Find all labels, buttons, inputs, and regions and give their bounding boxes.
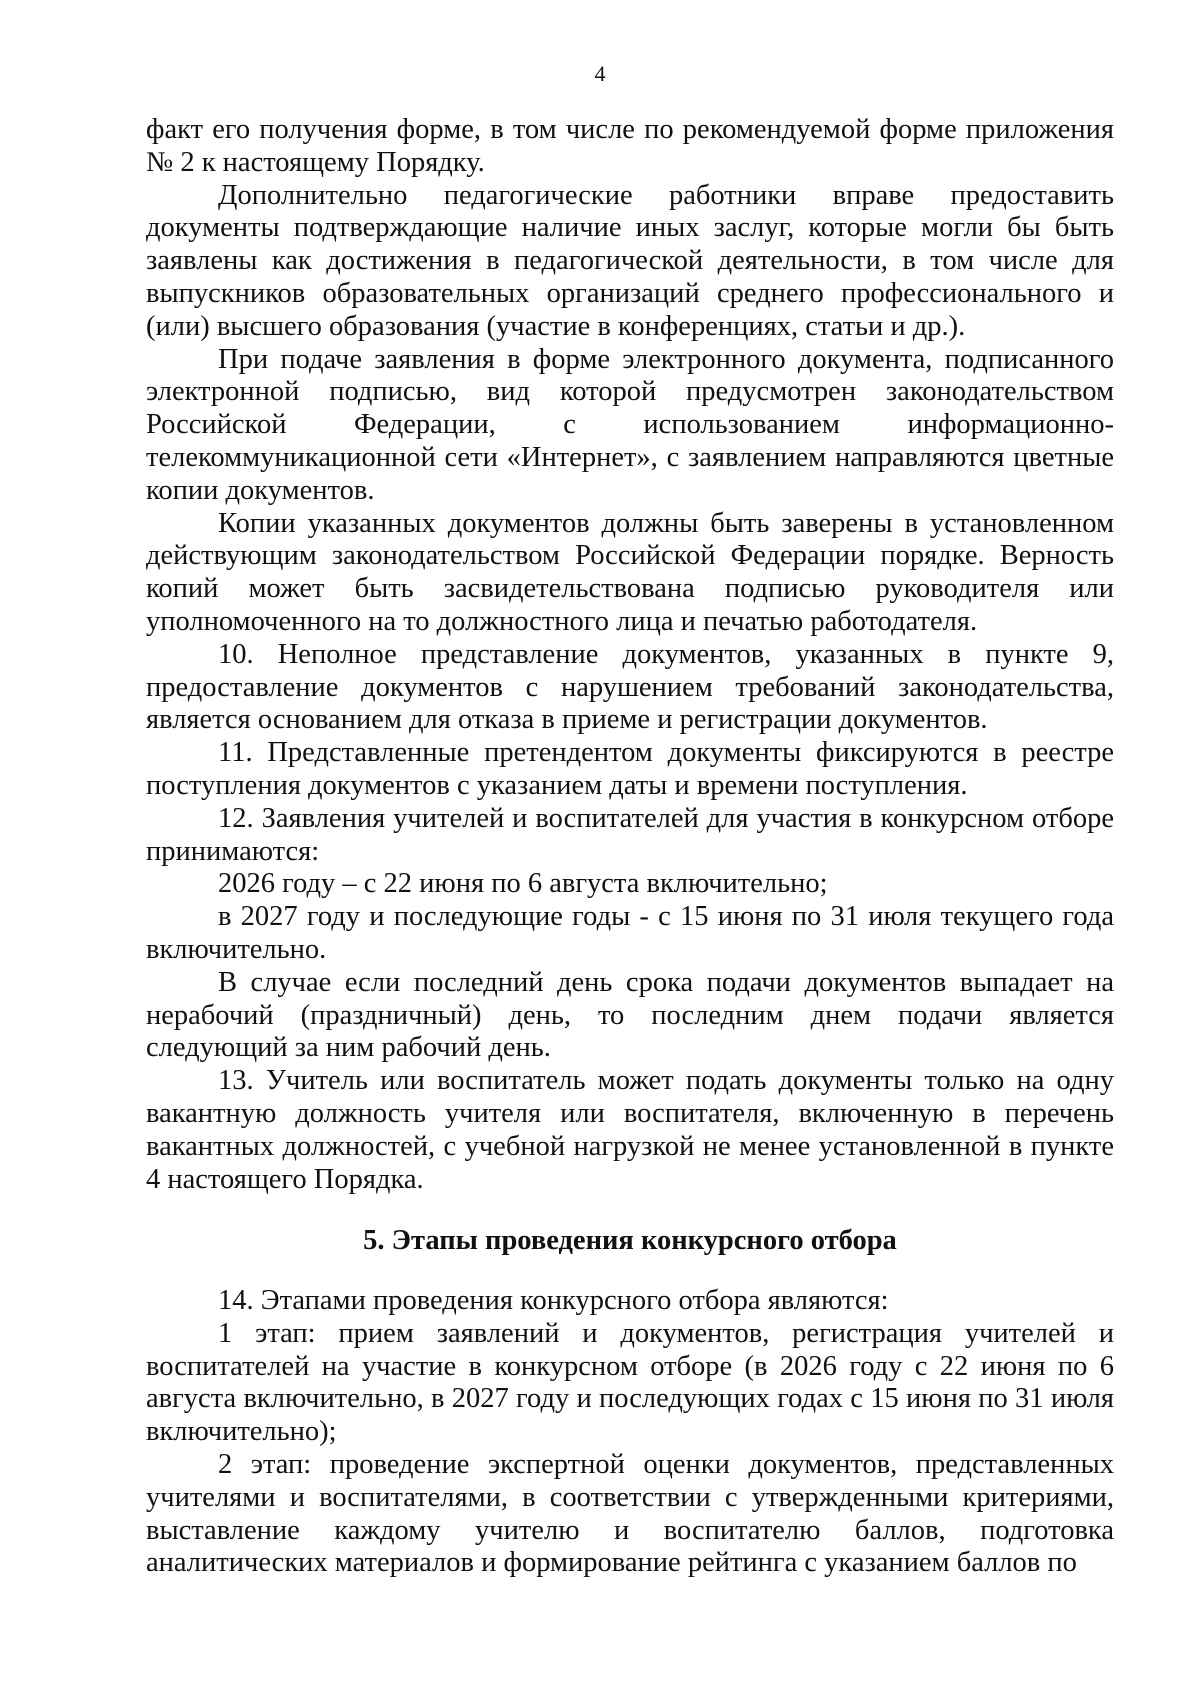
document-body xyxy=(146,114,1114,1580)
paragraph: Копии указанных документов должны быть заверены в установленном действующим законодательством Российской Федерации порядке. Верность копий может быть засвидетельствована подписью руководителя или уполномоченного на то должностного лица и печатью работодателя. xyxy=(146,507,1114,637)
paragraph: в 2027 году и последующие годы - с 15 июня по 31 июля текущего года включительно. xyxy=(146,901,1114,965)
paragraph-item-10: 10. Неполное представление документов, указанных в пункте 9, предоставление документов с нарушением требований законодательства, является основанием для отказа в приеме и регистрации документов. xyxy=(146,638,1114,736)
paragraph-item-13: 13. Учитель или воспитатель может подать документы только на одну вакантную должность учителя или воспитателя, включенную в перечень вакантных должностей, с учебной нагрузкой не менее установленной в пункте 4 настоящего Порядка. xyxy=(146,1065,1114,1195)
paragraph: В случае если последний день срока подачи документов выпадает на нерабочий (праздничный) день, то последним днем подачи является следующий за ним рабочий день. xyxy=(146,966,1114,1064)
paragraph: Дополнительно педагогические работники вправе предоставить документы подтверждающие наличие иных заслуг, которые могли бы быть заявлены как достижения в педагогической деятельности, в том числе для выпускников образовательных организаций среднего профессионального и (или) высшего образования (участие в конференциях, статьи и др.). xyxy=(146,179,1114,342)
paragraph-stage-2: 2 этап: проведение экспертной оценки документов, представленных учителями и воспитателями, в соответствии с утвержденными критериями, выставление каждому учителю и воспитателю баллов, подготовка аналитических материалов и формирование рейтинга с указанием баллов по xyxy=(146,1449,1114,1579)
page-number: 4 xyxy=(594,61,606,86)
section-heading: 5. Этапы проведения конкурсного отбора xyxy=(363,1225,897,1257)
paragraph-item-11: 11. Представленные претендентом документы фиксируются в реестре поступления документов с указанием даты и времени поступления. xyxy=(146,737,1114,801)
paragraph-stage-1: 1 этап: прием заявлений и документов, регистрация учителей и воспитателей на участие в конкурсном отборе (в 2026 году с 22 июня по 6 августа включительно, в 2027 году и последующих годах с 15 июня по 31 июля включительно); xyxy=(146,1317,1114,1448)
paragraph: При подаче заявления в форме электронного документа, подписанного электронной подписью, вид которой предусмотрен законодательством Российской Федерации, с использованием информационно-телекоммуникационной сети «Интернет», с заявлением направляются цветные копии документов. xyxy=(146,343,1114,506)
paragraph: 2026 году – с 22 июня по 6 августа включительно; xyxy=(218,868,828,900)
paragraph-item-14: 14. Этапами проведения конкурсного отбора являются: xyxy=(218,1285,889,1317)
paragraph-item-12: 12. Заявления учителей и воспитателей для участия в конкурсном отборе принимаются: xyxy=(146,802,1114,867)
paragraph: факт его получения форме, в том числе по рекомендуемой форме приложения № 2 к настоящему Порядку. xyxy=(146,114,1114,178)
